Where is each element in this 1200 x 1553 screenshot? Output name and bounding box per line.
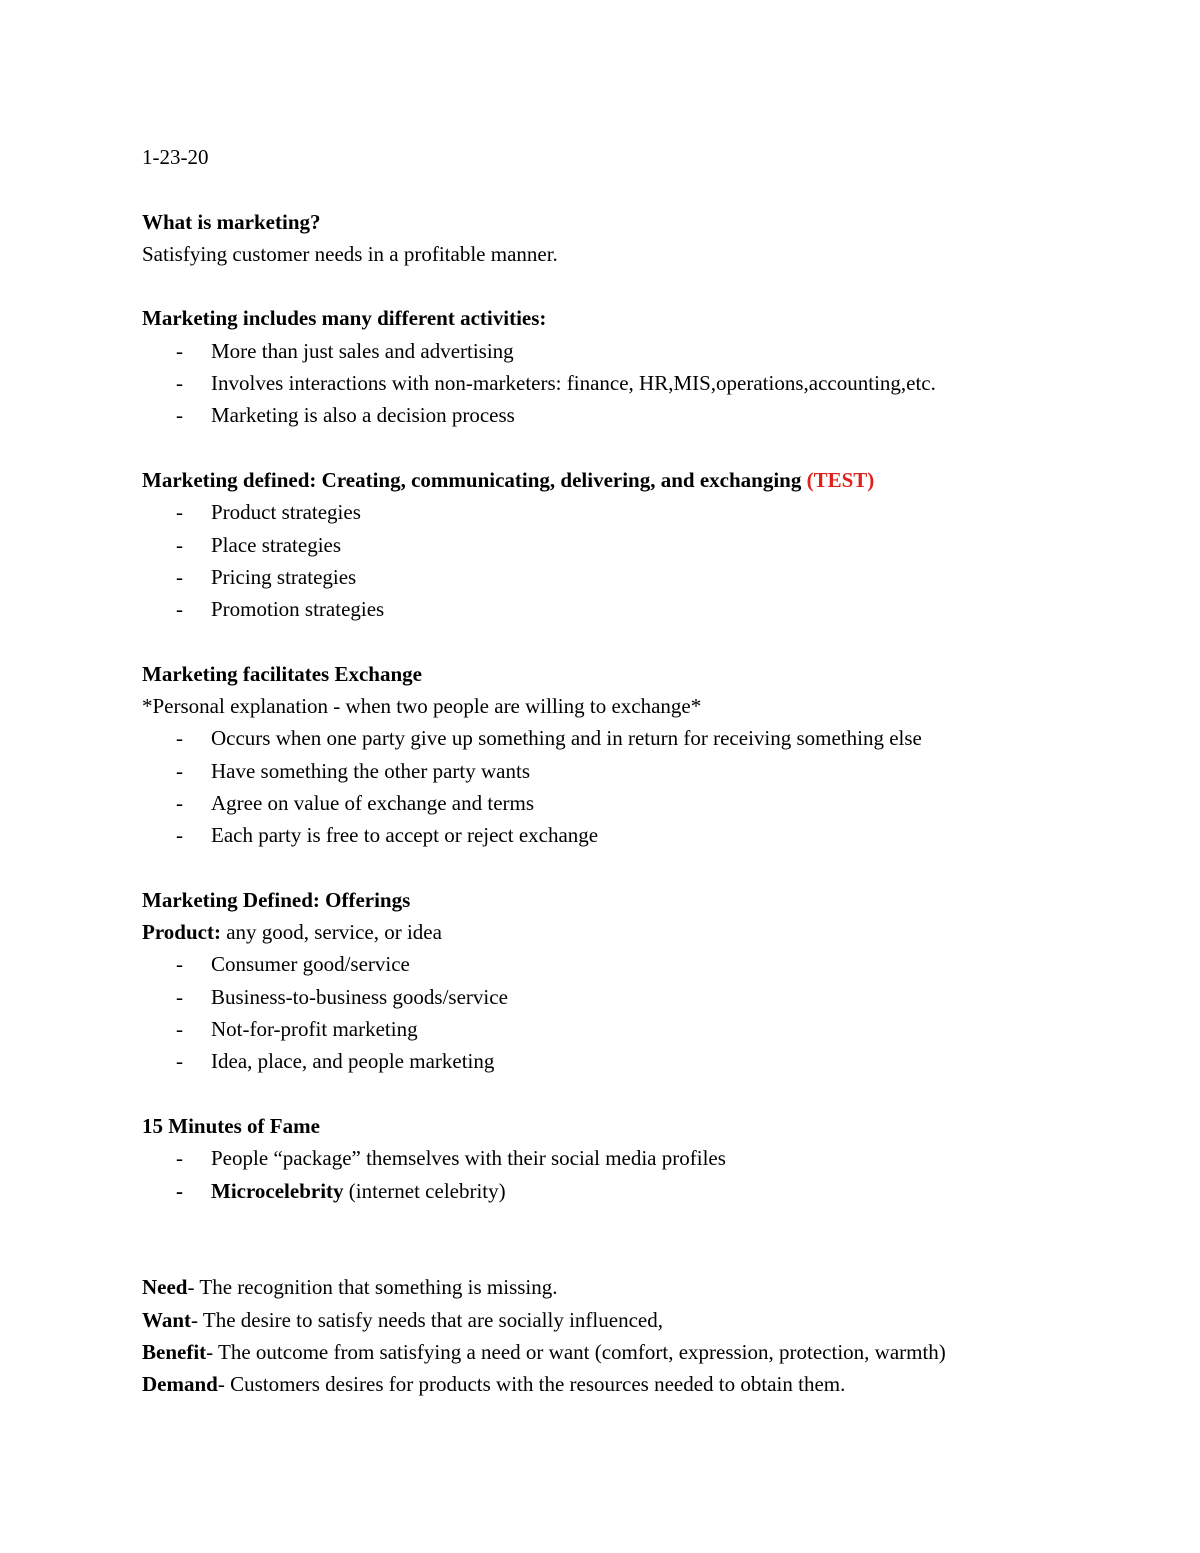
definition-text: - Customers desires for products with the resources needed to obtain them.	[217, 1372, 846, 1397]
dash-bullet: -	[176, 1017, 183, 1042]
marketing-definition-text: Satisfying customer needs in a profitable manner.	[142, 241, 558, 266]
dash-bullet: -	[176, 597, 183, 622]
list-item-text: Place strategies	[211, 532, 342, 557]
list-item-text: Agree on value of exchange and terms	[211, 790, 535, 815]
list-item-text: More than just sales and advertising	[211, 338, 514, 363]
blank-line	[142, 270, 1102, 302]
list-item	[142, 755, 1102, 787]
list-item-text: Product strategies	[211, 500, 361, 525]
list-item	[142, 367, 1102, 399]
list-item	[142, 335, 1102, 367]
list-item-text: Promotion strategies	[211, 597, 385, 622]
product-definition	[142, 916, 1102, 948]
section-heading-exchange: Marketing facilitates Exchange	[142, 661, 422, 686]
list-item	[142, 593, 1102, 625]
list-item-text: Business-to-business goods/service	[211, 984, 508, 1009]
test-tag: (TEST)	[806, 467, 875, 492]
note-date: 1-23-20	[142, 145, 209, 169]
dash-bullet: -	[176, 564, 183, 589]
list-item-text: Consumer good/service	[211, 952, 410, 977]
list-item-text: Not-for-profit marketing	[211, 1017, 418, 1042]
list-item-text: (internet celebrity)	[343, 1178, 506, 1203]
list-item-text: Marketing is also a decision process	[211, 403, 515, 428]
definition-need	[142, 1271, 1102, 1303]
list-item	[142, 1175, 1102, 1207]
list-item	[142, 1142, 1102, 1174]
list-item	[142, 787, 1102, 819]
dash-bullet: -	[176, 532, 183, 557]
list-item-text: Occurs when one party give up something and in return for receiving something else	[211, 726, 922, 751]
blank-line	[142, 1078, 1102, 1110]
definition-term: Want	[142, 1307, 192, 1332]
dash-bullet: -	[176, 403, 183, 428]
list-item-text: Involves interactions with non-marketers: finance, HR,MIS,operations,accounting,etc.	[211, 371, 936, 396]
product-text: any good, service, or idea	[220, 920, 442, 945]
section-heading-activities: Marketing includes many different activities:	[142, 306, 547, 331]
list-item	[142, 399, 1102, 431]
list-item	[142, 948, 1102, 980]
blank-line	[142, 625, 1102, 657]
section-heading-fame: 15 Minutes of Fame	[142, 1113, 320, 1138]
dash-bullet: -	[176, 500, 183, 525]
dash-bullet: -	[176, 790, 183, 815]
dash-bullet: -	[176, 1049, 183, 1074]
list-item	[142, 722, 1102, 754]
list-item	[142, 496, 1102, 528]
dash-bullet: -	[176, 371, 183, 396]
definition-text: - The outcome from satisfying a need or want (comfort, expression, protection, warmth)	[206, 1339, 946, 1364]
definition-demand	[142, 1368, 1102, 1400]
microcelebrity-term: Microcelebrity	[211, 1178, 344, 1203]
list-item	[142, 819, 1102, 851]
list-item	[142, 561, 1102, 593]
list-item-text: Idea, place, and people marketing	[211, 1049, 495, 1074]
blank-line	[142, 1239, 1102, 1271]
dash-bullet: -	[176, 1146, 183, 1171]
document-page	[142, 141, 1102, 1401]
dash-bullet: -	[176, 984, 183, 1009]
dash-bullet: -	[176, 338, 183, 363]
definition-term: Need	[142, 1275, 188, 1300]
definition-want	[142, 1304, 1102, 1336]
definition-benefit	[142, 1336, 1102, 1368]
list-item	[142, 981, 1102, 1013]
dash-bullet: -	[176, 726, 183, 751]
list-item-text: Pricing strategies	[211, 564, 357, 589]
dash-bullet: -	[176, 758, 183, 783]
dash-bullet: -	[176, 1178, 183, 1203]
list-item-text: Have something the other party wants	[211, 758, 530, 783]
definition-text: - The recognition that something is missing.	[187, 1275, 558, 1300]
blank-line	[142, 173, 1102, 205]
list-item	[142, 1045, 1102, 1077]
blank-line	[142, 432, 1102, 464]
definition-term: Demand	[142, 1372, 218, 1397]
heading-text: Marketing defined: Creating, communicating, delivering, and exchanging	[142, 467, 807, 492]
list-item-text: Each party is free to accept or reject exchange	[211, 823, 599, 848]
blank-line	[142, 1207, 1102, 1239]
blank-line	[142, 852, 1102, 884]
section-heading-what-is-marketing: What is marketing?	[142, 209, 321, 234]
definition-text: - The desire to satisfy needs that are socially influenced,	[191, 1307, 663, 1332]
section-heading-offerings: Marketing Defined: Offerings	[142, 887, 411, 912]
list-item-text: People “package” themselves with their social media profiles	[211, 1146, 726, 1171]
dash-bullet: -	[176, 952, 183, 977]
product-label: Product:	[142, 920, 221, 945]
definition-term: Benefit	[142, 1339, 207, 1364]
list-item	[142, 1013, 1102, 1045]
list-item	[142, 529, 1102, 561]
personal-explanation-note: *Personal explanation - when two people are willing to exchange*	[142, 694, 702, 719]
dash-bullet: -	[176, 823, 183, 848]
section-heading-marketing-defined	[142, 464, 1102, 496]
